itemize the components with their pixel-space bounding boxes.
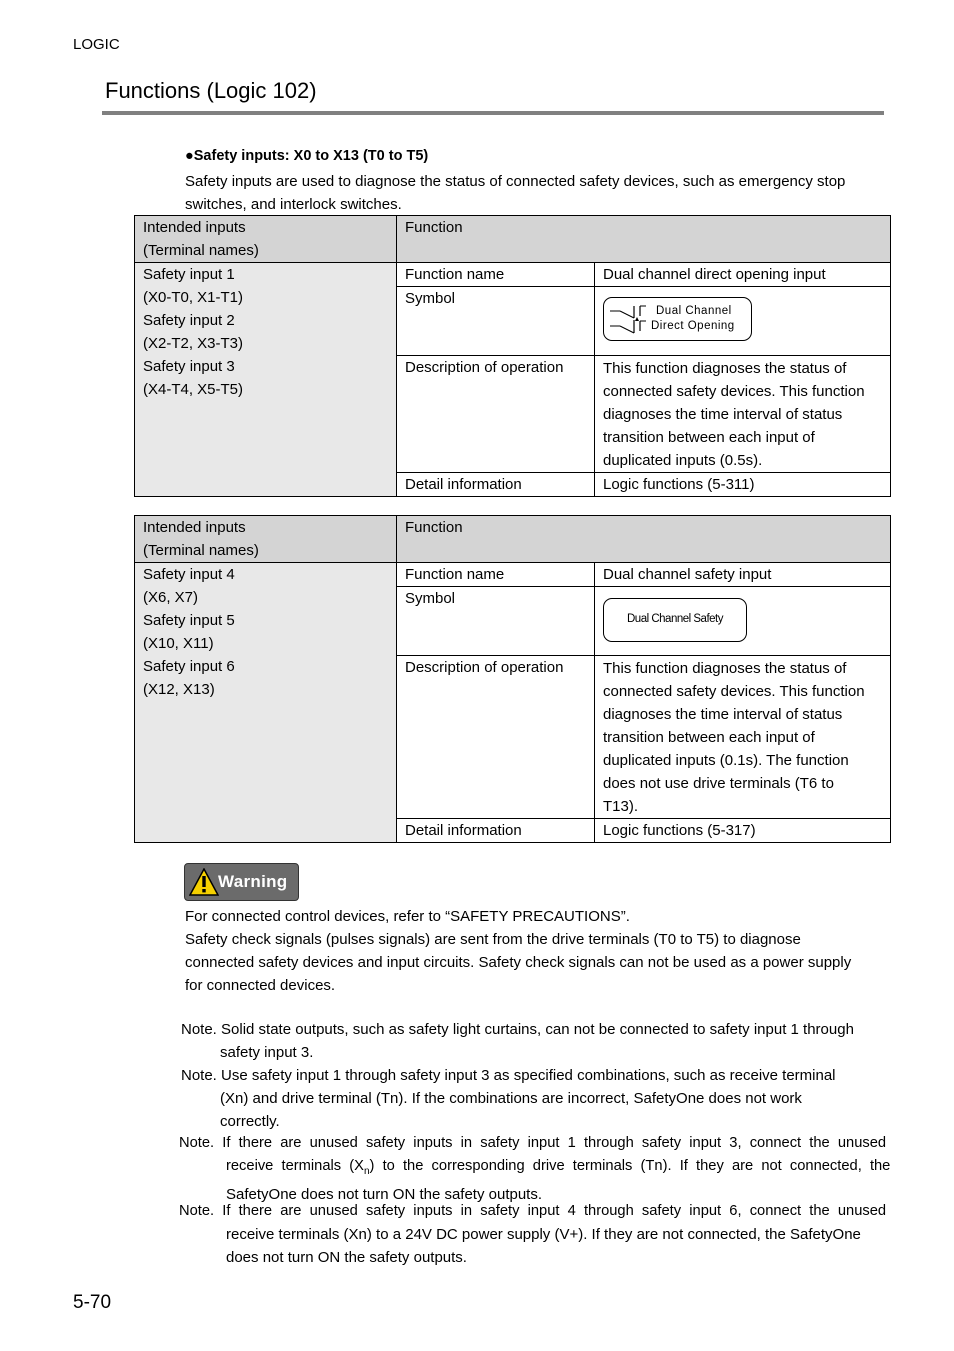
header-function: Function	[397, 216, 891, 263]
note-3: Note. If there are unused safety inputs in safety input 1 through safety input 3, connect the unused receive terminals $(X_n)$ to the corresponding drive terminals (Tn). If they are not connected, the SafetyOne does not turn ON the safety outputs.	[179, 1135, 891, 1203]
section-description: Safety inputs are used to diagnose the status of connected safety devices, such as emergency stop switches, and interlock switches.	[185, 173, 846, 213]
warning-badge: Warning	[184, 863, 299, 901]
header-function: Function	[397, 516, 891, 563]
detail-label: Detail information	[397, 819, 595, 843]
note-2: Note. Use safety input 1 through safety input 3 as specified combinations, such as receive terminal (Xn) and drive terminal (Tn). If the combinations are incorrect, SafetyOne does not work correctly.	[181, 1067, 836, 1130]
page-number: 5-70	[73, 1292, 112, 1313]
contact-symbol-icon	[610, 304, 654, 334]
function-table-2	[134, 515, 891, 843]
detail-value: Logic functions (5-311)	[595, 473, 891, 497]
detail-label: Detail information	[397, 473, 595, 497]
warning-triangle-icon	[189, 868, 219, 896]
intended-inputs-cell: Safety input 1 (X0-T0, X1-T1) Safety input 2 (X2-T2, X3-T3) Safety input 3 (X4-T4, X5-T5)	[135, 263, 397, 497]
description-value: This function diagnoses the status of connected safety devices. This function diagnoses the time interval of status transition between each input of duplicated inputs (0.5s).	[595, 356, 891, 473]
dual-channel-safety-symbol: Dual Channel Safety	[603, 598, 747, 642]
function-name-label: Function name	[397, 563, 595, 587]
description-value: This function diagnoses the status of connected safety devices. This function diagnoses the time interval of status transition between each input of duplicated inputs (0.1s). The function does not use drive terminals (T6 to T13).	[595, 656, 891, 819]
description-label: Description of operation	[397, 356, 595, 473]
note-1: Note. Solid state outputs, such as safety light curtains, can not be connected to safety input 1 through safety input 3.	[181, 1021, 854, 1061]
note-4: Note. If there are unused safety inputs in safety input 4 through safety input 6, connect the unused receive terminals (Xn) to a 24V DC power supply (V+). If they are not connected, the SafetyOne does not turn ON the safety outputs.	[179, 1203, 887, 1266]
function-name-value: Dual channel safety input	[595, 563, 891, 587]
header-inputs: Intended inputs (Terminal names)	[135, 516, 397, 563]
page-title: Functions (Logic 102)	[105, 78, 317, 103]
section-heading: ●Safety inputs: X0 to X13 (T0 to T5)	[185, 148, 429, 164]
symbol-label: Symbol	[397, 287, 595, 356]
function-table-1	[134, 215, 891, 497]
symbol-label: Symbol	[397, 587, 595, 656]
section-tag: LOGIC	[73, 36, 120, 53]
title-divider	[102, 111, 884, 115]
description-label: Description of operation	[397, 656, 595, 819]
function-name-value: Dual channel direct opening input	[595, 263, 891, 287]
dual-channel-direct-opening-symbol: Dual Channel Direct Opening	[603, 297, 752, 341]
detail-value: Logic functions (5-317)	[595, 819, 891, 843]
intended-inputs-cell: Safety input 4 (X6, X7) Safety input 5 (X10, X11) Safety input 6 (X12, X13)	[135, 563, 397, 843]
function-name-label: Function name	[397, 263, 595, 287]
warning-text: For connected control devices, refer to “SAFETY PRECAUTIONS”. Safety check signals (pulses signals) are sent from the drive terminals (T0 to T5) to diagnose connected safety devices and input circuits. Safety check signals can not be used as a power supply for connected devices.	[185, 908, 852, 994]
symbol-cell	[595, 287, 891, 356]
header-inputs: Intended inputs (Terminal names)	[135, 216, 397, 263]
symbol-cell	[595, 587, 891, 656]
